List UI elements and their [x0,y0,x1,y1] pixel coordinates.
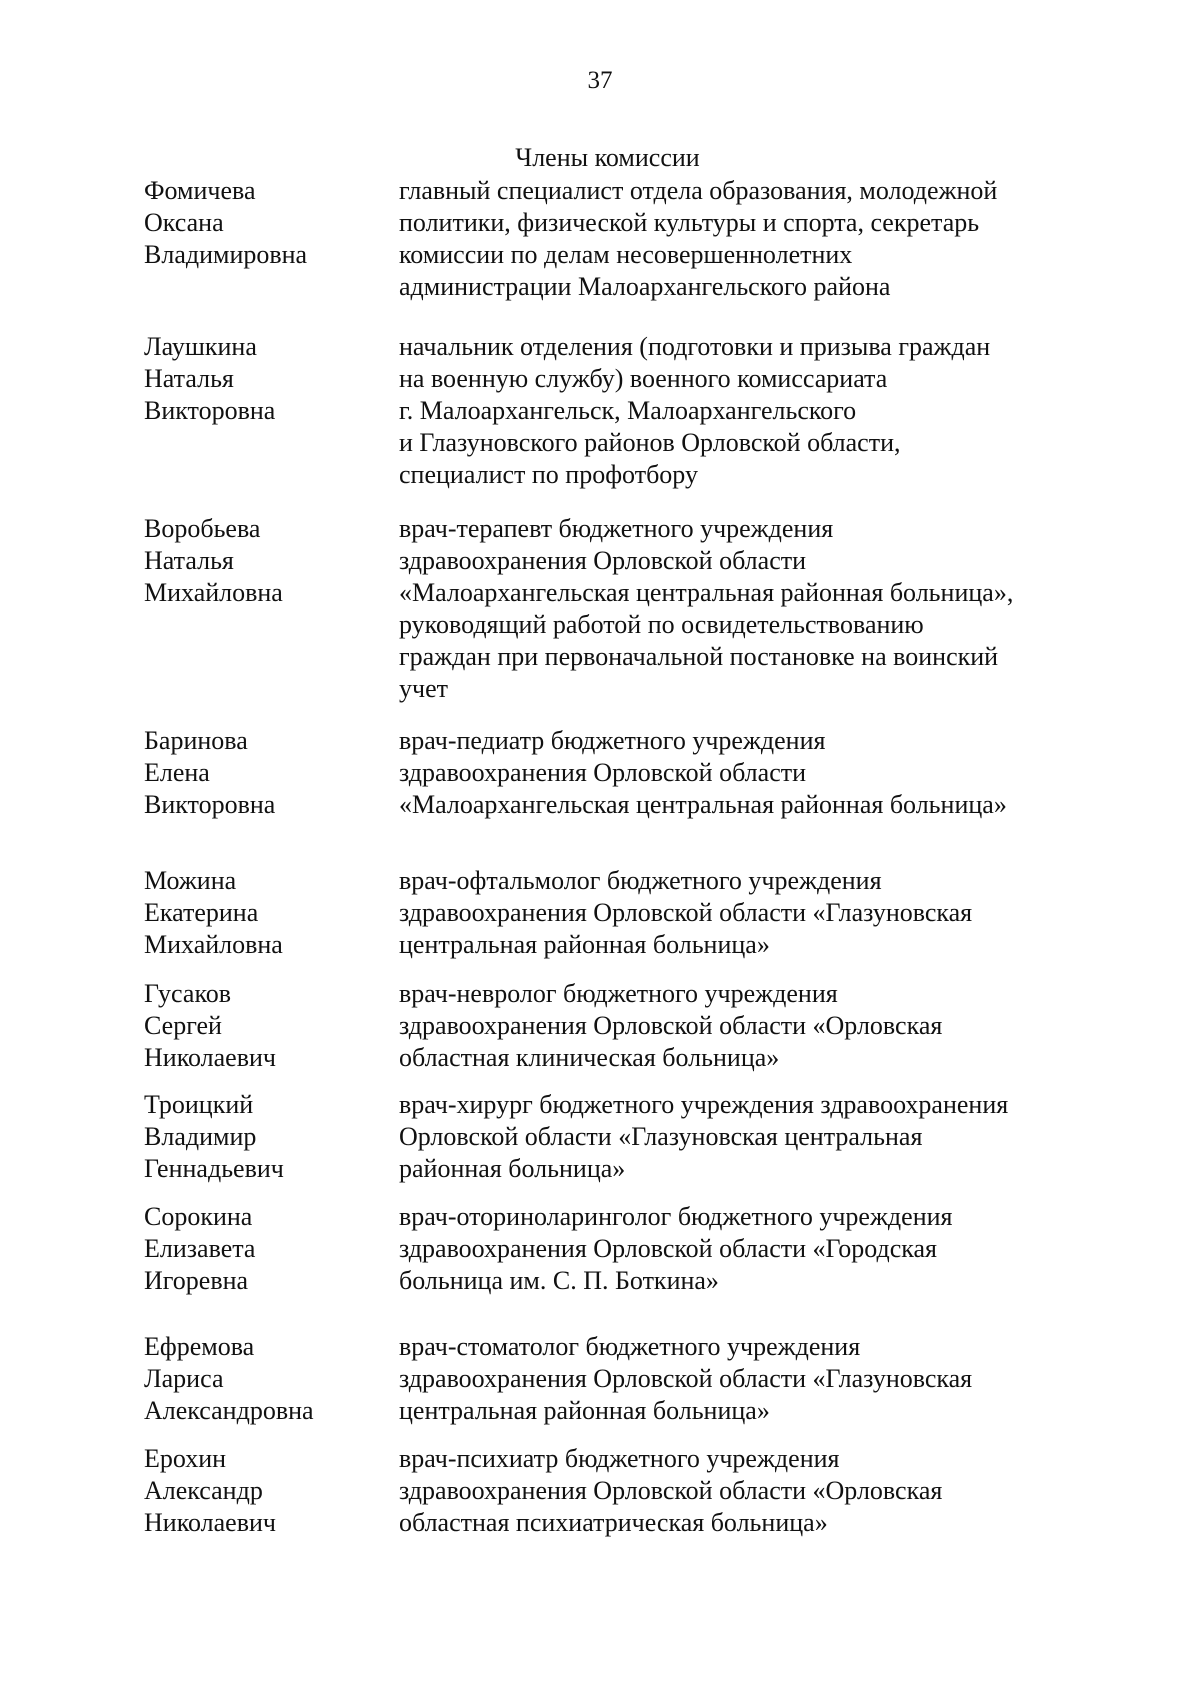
member-patronymic: Николаевич [144,1508,276,1537]
member-name [144,725,384,821]
position-line: здравоохранения Орловской области «Городская [399,1234,938,1263]
member-patronymic: Михайловна [144,578,283,607]
position-line: «Малоархангельская центральная районная больница», [399,578,1014,607]
position-line: врач-хирург бюджетного учреждения здравоохранения [399,1090,1009,1119]
position-line: областная психиатрическая больница» [399,1508,828,1537]
member-first-name: Наталья [144,546,234,575]
member-name [144,1331,384,1427]
member-position [399,1201,1079,1297]
member-first-name: Наталья [144,364,234,393]
member-first-name: Александр [144,1476,263,1505]
member-surname: Лаушкина [144,332,257,361]
member-first-name: Екатерина [144,898,259,927]
position-line: центральная районная больница» [399,930,770,959]
member-name [144,1089,384,1185]
member-name [144,1443,384,1539]
position-line: комиссии по делам несовершеннолетних [399,240,853,269]
position-line: и Глазуновского районов Орловской области, [399,428,901,457]
member-surname: Гусаков [144,979,232,1008]
member-first-name: Елена [144,758,210,787]
member-first-name: Сергей [144,1011,222,1040]
section-title: Члены комиссии [515,143,700,172]
position-line: на военную службу) военного комиссариата [399,364,888,393]
member-surname: Сорокина [144,1202,253,1231]
member-name [144,978,384,1074]
member-name [144,331,384,427]
position-line: здравоохранения Орловской области «Глазуновская [399,898,973,927]
member-name [144,513,384,609]
member-surname: Троицкий [144,1090,254,1119]
position-line: граждан при первоначальной постановке на воинский [399,642,999,671]
position-line: Орловской области «Глазуновская центральная [399,1122,923,1151]
position-line: руководящий работой по освидетельствованию [399,610,924,639]
page-number: 37 [587,67,613,94]
member-patronymic: Владимировна [144,240,308,269]
position-line: врач-стоматолог бюджетного учреждения [399,1332,861,1361]
member-position [399,978,1079,1074]
member-position [399,331,1079,491]
position-line: главный специалист отдела образования, молодежной [399,176,998,205]
position-line: здравоохранения Орловской области [399,758,807,787]
position-line: здравоохранения Орловской области «Орловская [399,1476,943,1505]
position-line: здравоохранения Орловской области «Орловская [399,1011,943,1040]
position-line: больница им. С. П. Боткина» [399,1266,719,1295]
member-surname: Баринова [144,726,248,755]
position-line: здравоохранения Орловской области [399,546,807,575]
member-position [399,865,1079,961]
position-line: районная больница» [399,1154,626,1183]
member-patronymic: Александровна [144,1396,314,1425]
member-patronymic: Михайловна [144,930,283,959]
member-patronymic: Викторовна [144,396,276,425]
position-line: врач-оториноларинголог бюджетного учреждения [399,1202,953,1231]
position-line: начальник отделения (подготовки и призыва граждан [399,332,991,361]
position-line: центральная районная больница» [399,1396,770,1425]
member-position [399,513,1079,705]
position-line: администрации Малоархангельского района [399,272,891,301]
position-line: «Малоархангельская центральная районная больница» [399,790,1007,819]
position-line: областная клиническая больница» [399,1043,780,1072]
position-line: врач-невролог бюджетного учреждения [399,979,838,1008]
member-name [144,865,384,961]
member-surname: Фомичева [144,176,256,205]
position-line: специалист по профотбору [399,460,698,489]
member-patronymic: Геннадьевич [144,1154,284,1183]
member-surname: Можина [144,866,237,895]
member-position [399,1443,1079,1539]
member-first-name: Лариса [144,1364,224,1393]
position-line: здравоохранения Орловской области «Глазуновская [399,1364,973,1393]
member-name [144,1201,384,1297]
position-line: врач-терапевт бюджетного учреждения [399,514,834,543]
member-surname: Ефремова [144,1332,255,1361]
position-line: врач-офтальмолог бюджетного учреждения [399,866,882,895]
position-line: врач-психиатр бюджетного учреждения [399,1444,840,1473]
member-first-name: Оксана [144,208,224,237]
position-line: врач-педиатр бюджетного учреждения [399,726,826,755]
member-position [399,1331,1079,1427]
member-patronymic: Викторовна [144,790,276,819]
member-first-name: Елизавета [144,1234,256,1263]
member-first-name: Владимир [144,1122,257,1151]
member-patronymic: Игоревна [144,1266,249,1295]
member-patronymic: Николаевич [144,1043,276,1072]
member-name [144,175,384,271]
member-surname: Воробьева [144,514,261,543]
member-position [399,175,1079,303]
position-line: политики, физической культуры и спорта, секретарь [399,208,980,237]
member-position [399,725,1079,821]
position-line: учет [399,674,448,703]
position-line: г. Малоархангельск, Малоархангельского [399,396,857,425]
member-position [399,1089,1079,1185]
member-surname: Ерохин [144,1444,227,1473]
